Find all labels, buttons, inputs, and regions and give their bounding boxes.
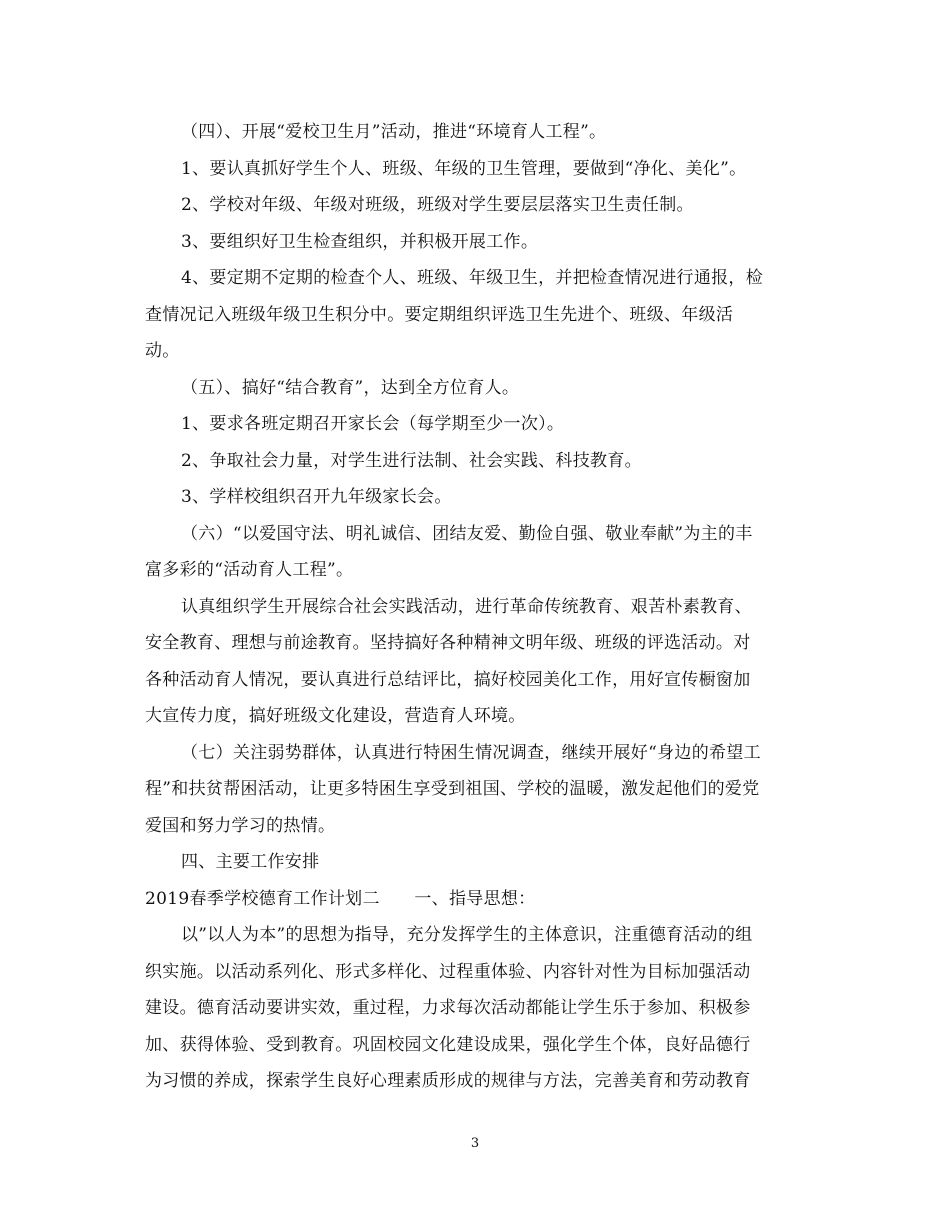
text-line: 加、获得体验、受到教育。巩固校园文化建设成果，强化学生个体，良好品德行 xyxy=(145,1035,751,1055)
text-line: 安全教育、理想与前途教育。坚持搞好各种精神文明年级、班级的评选活动。对 xyxy=(145,633,751,653)
text-line: （七）关注弱势群体，认真进行特困生情况调查，继续开展好“身边的希望工 xyxy=(181,743,761,763)
text-line: 2、争取社会力量，对学生进行法制、社会实践、科技教育。 xyxy=(181,451,642,471)
text-line: 1、要求各班定期召开家长会（每学期至少一次）。 xyxy=(181,414,565,434)
text-line: 2、学校对年级、年级对班级，班级对学生要层层落实卫生责任制。 xyxy=(181,195,694,215)
text-line: 以”以人为本”的思想为指导，充分发挥学生的主体意识，注重德育活动的组 xyxy=(181,925,753,945)
text-line: 爱国和努力学习的热情。 xyxy=(145,816,336,836)
text-line: 大宣传力度，搞好班级文化建设，营造育人环境。 xyxy=(145,706,526,726)
text-line: 动。 xyxy=(145,341,180,361)
text-line: 为习惯的养成，探索学生良好心理素质形成的规律与方法，完善美育和劳动教育 xyxy=(145,1071,751,1091)
text-line: 程”和扶贫帮困活动，让更多特困生享受到祖国、学校的温暖，激发起他们的爱党 xyxy=(145,779,760,799)
text-line: 四、主要工作安排 xyxy=(181,852,320,872)
text-line: 2019春季学校德育工作计划二 一、指导思想： xyxy=(145,889,536,909)
text-line: 认真组织学生开展综合社会实践活动，进行革命传统教育、艰苦朴素教育、 xyxy=(181,597,752,617)
text-line: 3、要组织好卫生检查组织，并积极开展工作。 xyxy=(181,232,539,252)
text-line: 查情况记入班级年级卫生积分中。要定期组织评选卫生先进个、班级、年级活 xyxy=(145,305,734,325)
text-line: （五）、搞好“结合教育”，达到全方位育人。 xyxy=(181,378,520,398)
text-line: 1、要认真抓好学生个人、班级、年级的卫生管理，要做到“净化、美化”。 xyxy=(181,159,747,179)
text-line: 各种活动育人情况，要认真进行总结评比，搞好校园美化工作，用好宣传橱窗加 xyxy=(145,670,751,690)
page-number: 3 xyxy=(470,1136,480,1151)
text-line: 富多彩的“活动育人工程”。 xyxy=(145,560,354,580)
text-line: （四）、开展“爱校卫生月”活动，推进“环境育人工程”。 xyxy=(181,122,607,142)
text-line: 4、要定期不定期的检查个人、班级、年级卫生，并把检查情况进行通报，检 xyxy=(181,268,764,288)
text-line: 织实施。以活动系列化、形式多样化、过程重体验、内容针对性为目标加强活动 xyxy=(145,962,751,982)
text-line: （六）“以爱国守法、明礼诚信、团结友爱、勤俭自强、敬业奉献”为主的丰 xyxy=(181,524,753,544)
text-line: 建设。德育活动要讲实效，重过程，力求每次活动都能让学生乐于参加、积极参 xyxy=(145,998,751,1018)
text-line: 3、学样校组织召开九年级家长会。 xyxy=(181,487,452,507)
